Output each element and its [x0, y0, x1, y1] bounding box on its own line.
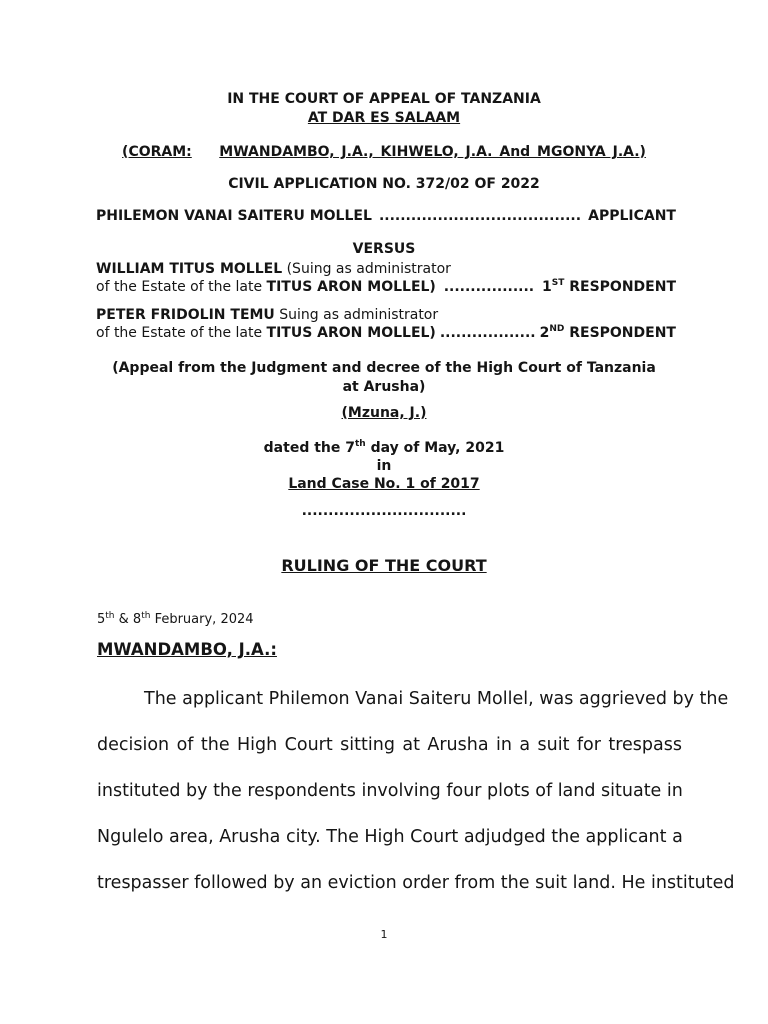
respondent2-name: PETER FRIDOLIN TEMU — [96, 307, 275, 323]
respondent1-dots: ................. — [443, 279, 535, 295]
respondent2-role-group: 2ND RESPONDENT — [539, 324, 676, 341]
applicant-role: APPLICANT — [588, 208, 676, 224]
judge-heading: MWANDAMBO, J.A.: — [97, 640, 277, 659]
respondent1-capacity: (Suing as administrator — [286, 261, 451, 277]
respondent1-estate-prefix: of the Estate of the late — [96, 279, 263, 295]
applicant-dots: ...................................... — [378, 208, 582, 224]
respondent1-role-group: 1ST RESPONDENT — [541, 278, 676, 295]
trial-judge: (Mzuna, J.) — [341, 405, 427, 421]
respondent1-estate-name: TITUS ARON MOLLEL) — [266, 279, 436, 295]
paragraph-line: The applicant Philemon Vanai Saiteru Mollel, was aggrieved by the — [144, 689, 729, 709]
in-label: in — [376, 458, 392, 474]
case-number: CIVIL APPLICATION NO. 372/02 OF 2022 — [228, 176, 540, 192]
ruling-title: RULING OF THE COURT — [281, 556, 487, 575]
applicant-line — [96, 208, 676, 224]
ruling-paragraph — [97, 687, 735, 917]
paragraph-line: decision of the High Court sitting at Arusha in a suit for trespass — [97, 735, 682, 755]
respondent2-role: RESPONDENT — [569, 325, 676, 341]
appeal-line-2: at Arusha) — [342, 379, 426, 395]
applicant-name: PHILEMON VANAI SAITERU MOLLEL — [96, 208, 372, 224]
respondent1-role: RESPONDENT — [569, 279, 676, 295]
paragraph-line: trespasser followed by an eviction order from the suit land. He instituted — [97, 873, 735, 893]
coram-judges: MWANDAMBO, J.A., KIHWELO, J.A. And MGONYA J.A.) — [219, 144, 646, 160]
dated-line: dated the 7th day of May, 2021 — [263, 439, 505, 456]
page-number: 1 — [380, 928, 388, 941]
coram-label: (CORAM: — [122, 144, 192, 160]
court-location: AT DAR ES SALAAM — [307, 110, 461, 126]
land-case: Land Case No. 1 of 2017 — [288, 476, 480, 492]
respondent2-dots: .................. — [439, 325, 536, 341]
coram-line — [0, 144, 768, 160]
respondent1-estate-line — [96, 279, 676, 295]
respondent1-name: WILLIAM TITUS MOLLEL — [96, 261, 283, 277]
court-title: IN THE COURT OF APPEAL OF TANZANIA — [227, 91, 541, 107]
paragraph-line: instituted by the respondents involving four plots of land situate in — [97, 781, 683, 801]
respondent2-estate-name: TITUS ARON MOLLEL) — [266, 325, 436, 341]
appeal-line-1: (Appeal from the Judgment and decree of the High Court of Tanzania — [112, 360, 656, 376]
respondent1-name-line — [96, 261, 676, 277]
versus-label: VERSUS — [352, 241, 416, 257]
respondent2-name-line — [96, 307, 676, 323]
paragraph-line: Ngulelo area, Arusha city. The High Court adjudged the applicant a — [97, 827, 683, 847]
respondent2-estate-line — [96, 325, 676, 341]
separator-dots: ............................... — [301, 503, 467, 519]
respondent2-estate-prefix: of the Estate of the late — [96, 325, 263, 341]
ruling-date: 5th & 8th February, 2024 — [97, 611, 254, 627]
respondent2-capacity: Suing as administrator — [279, 307, 439, 323]
